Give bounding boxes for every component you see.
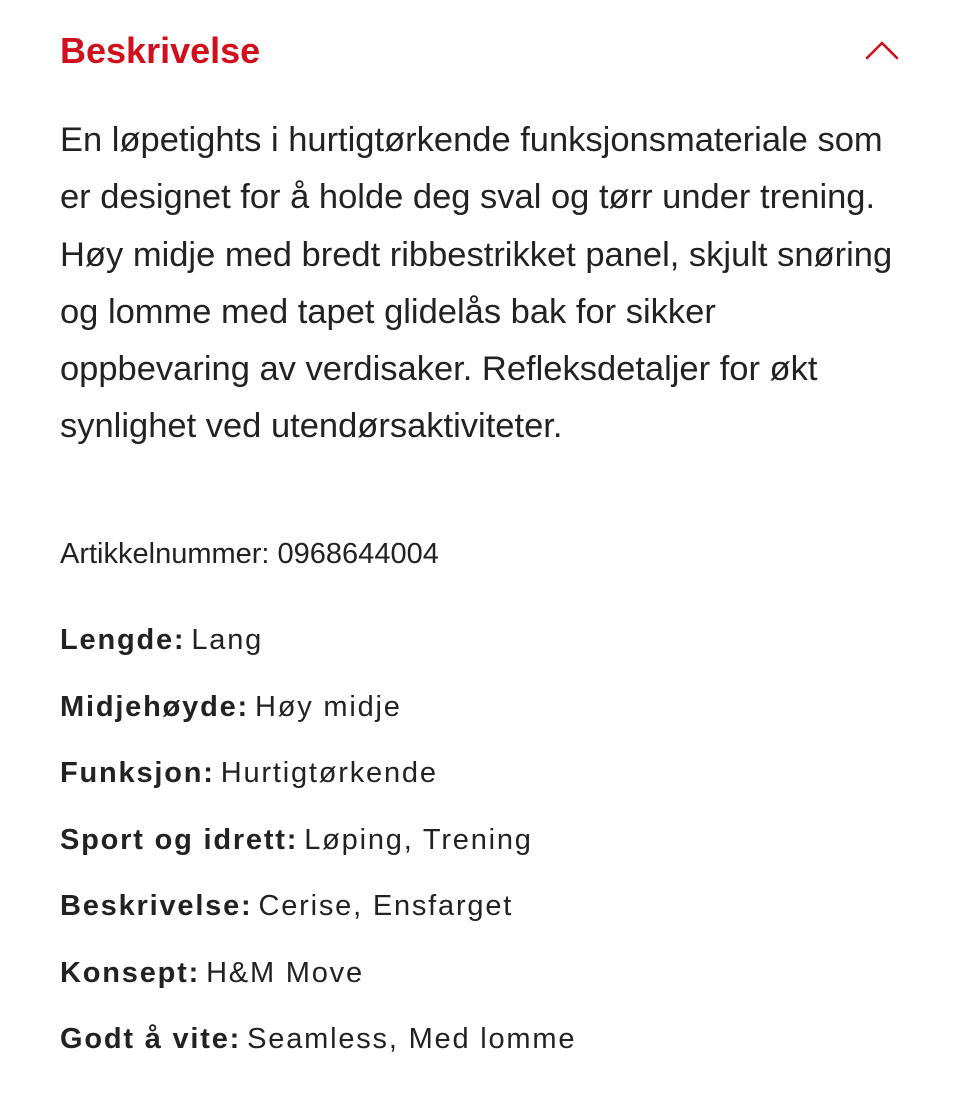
attribute-value: Hurtigtørkende: [220, 757, 438, 789]
attribute-key: Midjehøyde:: [60, 690, 249, 723]
attribute-length: [60, 618, 576, 685]
attribute-key: Sport og idrett:: [60, 823, 299, 856]
attribute-value: Løping, Trening: [304, 823, 533, 856]
accordion-title[interactable]: Beskrivelse: [60, 30, 261, 71]
product-description: En løpetights i hurtigtørkende funksjonsmateriale som er designet for å holde deg sval og tørr under trening. Høy midje med bredt ribbestrikket panel, skjult snøring og lomme med tapet glidelås bak for sikker oppbevaring av verdisaker. Refleksdetaljer for økt synlighet ved utendørsaktiviteter.: [60, 121, 893, 446]
article-number: Artikkelnummer: 0968644004: [60, 538, 439, 570]
attribute-key: Funksjon:: [60, 757, 215, 789]
attribute-value: Høy midje: [254, 690, 402, 723]
attribute-description: [60, 884, 576, 951]
attribute-concept: [60, 951, 576, 1018]
attribute-value: H&M Move: [206, 956, 364, 989]
attribute-key: Beskrivelse:: [60, 890, 253, 922]
attribute-value: Lang: [191, 624, 264, 656]
attribute-key: Lengde:: [60, 624, 186, 656]
accordion-header[interactable]: [60, 0, 900, 100]
attribute-key: Godt å vite:: [60, 1023, 242, 1055]
attribute-function: [60, 751, 576, 818]
attribute-good-to-know: [60, 1017, 576, 1084]
chevron-up-icon[interactable]: [864, 34, 900, 64]
attribute-waist-height: [60, 685, 576, 752]
attribute-value: Cerise, Ensfarget: [258, 890, 514, 922]
attribute-sport: [60, 818, 576, 885]
attribute-value: Seamless, Med lomme: [247, 1023, 577, 1055]
product-attributes-list: [60, 618, 576, 1084]
description-accordion: [60, 0, 900, 1055]
attribute-key: Konsept:: [60, 956, 201, 989]
